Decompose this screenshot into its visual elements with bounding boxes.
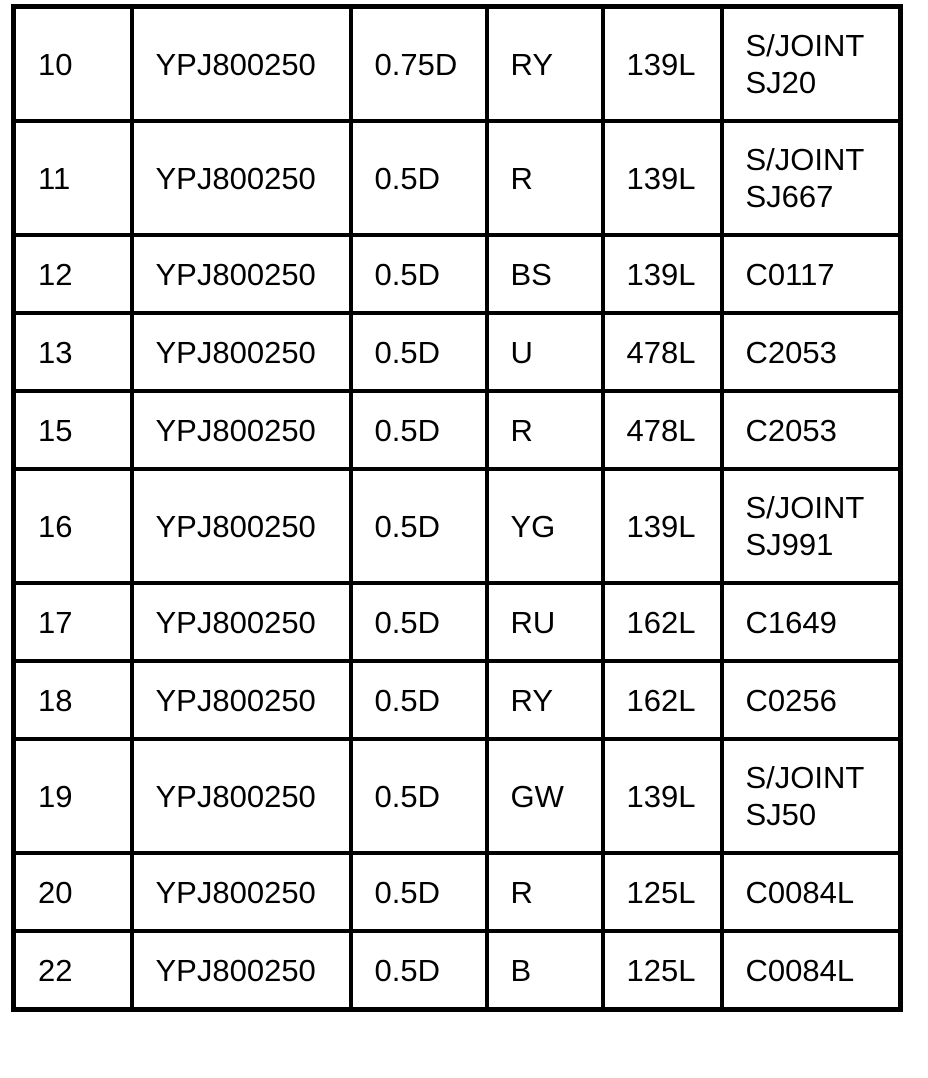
wire-size: 0.5D xyxy=(351,313,487,391)
wire-length: 478L xyxy=(603,391,722,469)
wire-color: RY xyxy=(487,661,603,739)
row-number: 20 xyxy=(14,853,132,931)
wire-size: 0.5D xyxy=(351,661,487,739)
wire-size: 0.5D xyxy=(351,853,487,931)
wire-color: U xyxy=(487,313,603,391)
part-number: YPJ800250 xyxy=(132,121,351,235)
destination xyxy=(722,469,901,583)
wire-length: 139L xyxy=(603,235,722,313)
table-row xyxy=(14,931,901,1010)
wire-table xyxy=(11,4,903,1012)
wire-color: R xyxy=(487,391,603,469)
destination-line: S/JOINT xyxy=(745,142,865,177)
wire-color: GW xyxy=(487,739,603,853)
row-number: 15 xyxy=(14,391,132,469)
wire-color: B xyxy=(487,931,603,1010)
row-number: 22 xyxy=(14,931,132,1010)
table-row xyxy=(14,853,901,931)
destination-line: C0084L xyxy=(745,952,855,988)
destination xyxy=(722,853,901,931)
table-row xyxy=(14,661,901,739)
destination-line: S/JOINT xyxy=(745,490,865,525)
table-row xyxy=(14,121,901,235)
wire-color: YG xyxy=(487,469,603,583)
destination xyxy=(722,931,901,1010)
part-number: YPJ800250 xyxy=(132,469,351,583)
destination-line: SJ20 xyxy=(745,65,817,100)
wire-size: 0.5D xyxy=(351,583,487,661)
wire-size: 0.5D xyxy=(351,121,487,235)
row-number: 19 xyxy=(14,739,132,853)
wire-size: 0.5D xyxy=(351,235,487,313)
part-number: YPJ800250 xyxy=(132,739,351,853)
wire-length: 125L xyxy=(603,853,722,931)
destination-line: S/JOINT xyxy=(745,760,865,795)
destination-line: SJ991 xyxy=(745,527,834,562)
part-number: YPJ800250 xyxy=(132,853,351,931)
wire-color: RY xyxy=(487,7,603,122)
wire-size: 0.5D xyxy=(351,469,487,583)
wire-length: 139L xyxy=(603,7,722,122)
row-number: 12 xyxy=(14,235,132,313)
destination xyxy=(722,121,901,235)
wire-length: 139L xyxy=(603,121,722,235)
part-number: YPJ800250 xyxy=(132,235,351,313)
destination-line: C2053 xyxy=(745,412,837,448)
destination-line: SJ50 xyxy=(745,797,817,832)
wire-color: RU xyxy=(487,583,603,661)
destination xyxy=(722,739,901,853)
table-row xyxy=(14,7,901,122)
part-number: YPJ800250 xyxy=(132,391,351,469)
wire-color: R xyxy=(487,853,603,931)
wire-length: 139L xyxy=(603,739,722,853)
destination-line: C2053 xyxy=(745,334,837,370)
part-number: YPJ800250 xyxy=(132,7,351,122)
wire-length: 162L xyxy=(603,661,722,739)
destination-line: C0117 xyxy=(745,256,835,292)
destination-line: SJ667 xyxy=(745,179,834,214)
destination xyxy=(722,661,901,739)
destination xyxy=(722,235,901,313)
table-row xyxy=(14,313,901,391)
wire-size: 0.5D xyxy=(351,931,487,1010)
table-row xyxy=(14,739,901,853)
destination-line: C1649 xyxy=(745,604,837,640)
destination-line: C0084L xyxy=(745,874,855,910)
wire-size: 0.75D xyxy=(351,7,487,122)
wire-color: R xyxy=(487,121,603,235)
row-number: 10 xyxy=(14,7,132,122)
row-number: 13 xyxy=(14,313,132,391)
wire-length: 125L xyxy=(603,931,722,1010)
wire-size: 0.5D xyxy=(351,391,487,469)
destination xyxy=(722,583,901,661)
destination-line: C0256 xyxy=(745,682,837,718)
destination-line: S/JOINT xyxy=(745,28,865,63)
wire-length: 162L xyxy=(603,583,722,661)
row-number: 17 xyxy=(14,583,132,661)
part-number: YPJ800250 xyxy=(132,583,351,661)
part-number: YPJ800250 xyxy=(132,313,351,391)
part-number: YPJ800250 xyxy=(132,661,351,739)
wire-color: BS xyxy=(487,235,603,313)
part-number: YPJ800250 xyxy=(132,931,351,1010)
row-number: 11 xyxy=(14,121,132,235)
wire-length: 139L xyxy=(603,469,722,583)
wire-length: 478L xyxy=(603,313,722,391)
destination xyxy=(722,313,901,391)
row-number: 18 xyxy=(14,661,132,739)
row-number: 16 xyxy=(14,469,132,583)
wire-size: 0.5D xyxy=(351,739,487,853)
table-row xyxy=(14,391,901,469)
destination xyxy=(722,7,901,122)
wire-table-body xyxy=(14,7,901,1010)
destination xyxy=(722,391,901,469)
table-row xyxy=(14,235,901,313)
table-row xyxy=(14,583,901,661)
table-row xyxy=(14,469,901,583)
